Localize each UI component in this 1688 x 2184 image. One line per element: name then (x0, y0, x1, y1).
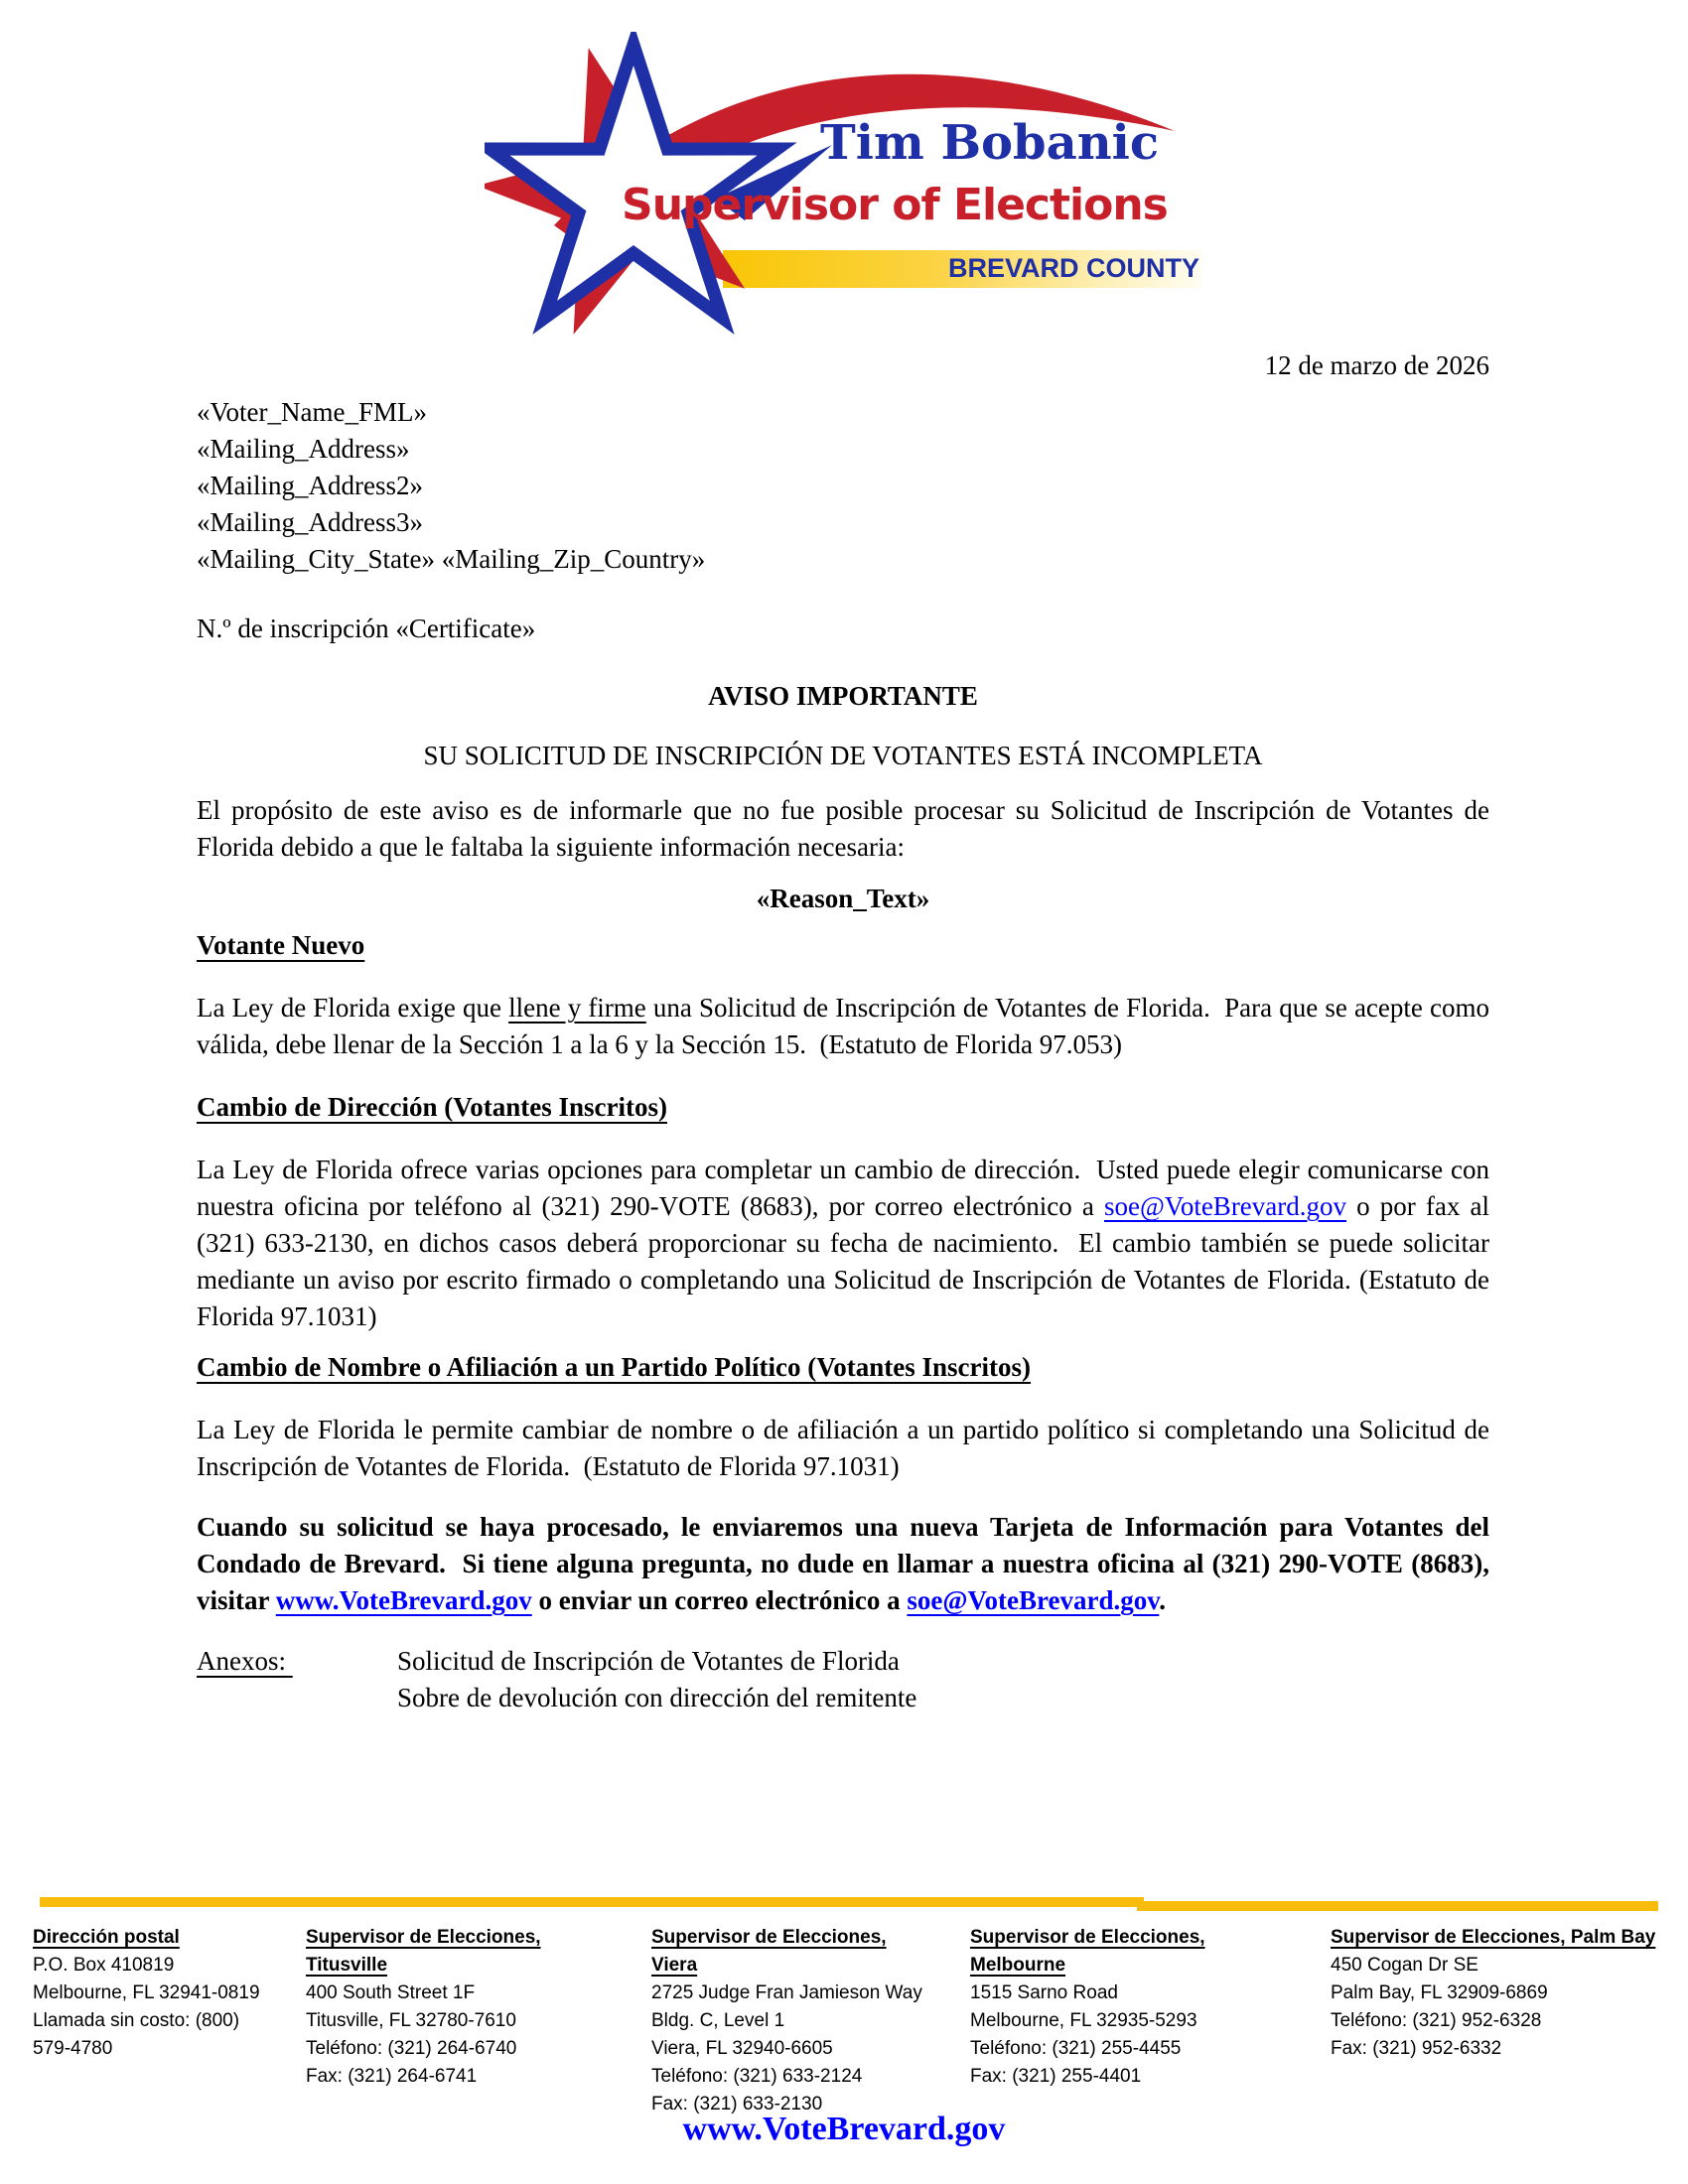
new-voter-text-before: La Ley de Florida exige que (197, 993, 509, 1023)
notice-title: AVISO IMPORTANTE (708, 681, 978, 711)
attachment-item: Sobre de devolución con dirección del remitente (397, 1683, 917, 1712)
footer-line: Fax: (321) 264-6741 (306, 2066, 478, 2087)
email-link[interactable]: soe@VoteBrevard.gov (1103, 1191, 1347, 1221)
website-link[interactable]: www.VoteBrevard.gov (275, 1585, 532, 1615)
certificate-number-line: N.º de inscripción «Certificate» (197, 614, 536, 643)
new-voter-underlined-phrase: llene y firme (508, 993, 646, 1023)
notice-subtitle: SU SOLICITUD DE INSCRIPCIÓN DE VOTANTES ESTÁ INCOMPLETA (423, 741, 1263, 770)
footer-line: Fax: (321) 255-4401 (970, 2066, 1142, 2087)
footer-column-heading: Titusville (306, 1955, 388, 1976)
address-change-text-before: La Ley de Florida ofrece varias opciones para completar un cambio de dirección. Usted puede elegir comunicarse con nuestra oficina por teléfono al (321) 290-VOTE (8683), por correo electrónico a (197, 1155, 1496, 1221)
closing-paragraph (197, 1509, 1496, 1619)
letter-body (197, 347, 1496, 1716)
footer-line: Melbourne, FL 32935-5293 (970, 2010, 1197, 2031)
footer-line: Fax: (321) 952-6332 (1331, 2038, 1502, 2059)
footer-line: 579-4780 (33, 2038, 113, 2059)
section-heading-new-voter: Votante Nuevo (197, 930, 365, 960)
attachment-item: Solicitud de Inscripción de Votantes de Florida (397, 1646, 900, 1676)
logo-name-text: Tim Bobanic (820, 115, 1160, 171)
closing-text-middle: o enviar un correo electrónico a (531, 1585, 908, 1615)
footer-column-heading: Supervisor de Elecciones, (970, 1927, 1205, 1948)
closing-text-after: . (1159, 1585, 1167, 1615)
recipient-line: «Mailing_Address3» (197, 507, 423, 537)
footer-line: 2725 Judge Fran Jamieson Way (651, 1982, 922, 2003)
logo-county-text: BREVARD COUNTY (947, 253, 1199, 283)
footer-line: Teléfono: (321) 255-4455 (970, 2038, 1182, 2059)
footer-column-heading: Supervisor de Elecciones, Palm Bay (1331, 1927, 1656, 1948)
footer-column-heading: Supervisor de Elecciones, (306, 1927, 541, 1948)
attachments-label: Anexos: (197, 1646, 293, 1676)
footer-website-link[interactable]: www.VoteBrevard.gov (682, 2111, 1006, 2147)
address-change-paragraph (197, 1152, 1496, 1335)
recipient-line: «Voter_Name_FML» (197, 397, 427, 427)
footer-line: Llamada sin costo: (800) (33, 2010, 240, 2031)
footer-column-viera (651, 1924, 922, 2118)
footer-column-heading: Viera (651, 1955, 698, 1976)
footer-column-titusville (306, 1924, 541, 2091)
attachments-row (197, 1643, 1489, 1716)
recipient-line: «Mailing_Address» (197, 434, 410, 464)
logo-title-text: Supervisor of Elections (622, 180, 1168, 230)
footer-column-heading: Melbourne (970, 1955, 1066, 1976)
reason-placeholder: «Reason_Text» (756, 884, 930, 913)
section-heading-name-change: Cambio de Nombre o Afiliación a un Partido Político (Votantes Inscritos) (197, 1352, 1031, 1382)
footer-column-heading: Dirección postal (33, 1927, 180, 1948)
new-voter-paragraph (197, 990, 1496, 1063)
footer-line: Melbourne, FL 32941-0819 (33, 1982, 260, 2003)
footer-line: Teléfono: (321) 264-6740 (306, 2038, 517, 2059)
footer-line: 400 South Street 1F (306, 1982, 476, 2003)
footer-yellow-bar (40, 1897, 1144, 1907)
footer-line: 450 Cogan Dr SE (1331, 1955, 1478, 1976)
section-heading-address-change: Cambio de Dirección (Votantes Inscritos) (197, 1092, 667, 1122)
attachments-list (397, 1643, 916, 1716)
new-voter-text-after: una Solicitud de Inscripción de Votantes de Florida. Para que se acepte como válida, debe llenar de la Sección 1 a la 6 y la Sección 15. (Estatuto de Florida 97.053) (197, 993, 1496, 1059)
footer-line: P.O. Box 410819 (33, 1955, 175, 1976)
footer-line: Teléfono: (321) 633-2124 (651, 2066, 863, 2087)
footer-column-melbourne (970, 1924, 1205, 2091)
name-change-paragraph: La Ley de Florida le permite cambiar de nombre o de afiliación a un partido político si completando una Solicitud de Inscripción de Votantes de Florida. (Estatuto de Florida 97.1031) (197, 1415, 1496, 1481)
recipient-address-block (197, 394, 1489, 578)
footer-yellow-bar (1137, 1901, 1658, 1911)
brevard-elections-logo (485, 32, 1201, 344)
footer-line: Viera, FL 32940-6605 (651, 2038, 833, 2059)
footer-line: Fax: (321) 633-2130 (651, 2094, 823, 2115)
letter-date: 12 de marzo de 2026 (1264, 350, 1489, 380)
attachments-label-cell (197, 1643, 397, 1680)
recipient-line: «Mailing_City_State» «Mailing_Zip_Country» (197, 544, 706, 574)
recipient-line: «Mailing_Address2» (197, 471, 423, 500)
closing-text-before: Cuando su solicitud se haya procesado, le enviaremos una nueva Tarjeta de Información para Votantes del Condado de Brevard. Si tiene alguna pregunta, no dude en llamar a nuestra oficina al (321) 290-VOTE (8683), visitar (197, 1512, 1496, 1615)
address-change-text-after: o por fax al (321) 633-2130, en dichos casos deberá proporcionar su fecha de nacimiento. El cambio también se puede solicitar mediante un aviso por escrito firmado o completando una Solicitud de Inscripción de Votantes de Florida. (Estatuto de Florida 97.1031) (197, 1191, 1496, 1331)
footer-column-mailing (33, 1924, 260, 2063)
footer-line: Bldg. C, Level 1 (651, 2010, 785, 2031)
footer-column-heading: Supervisor de Elecciones, (651, 1927, 887, 1948)
intro-paragraph: El propósito de este aviso es de informarle que no fue posible procesar su Solicitud de Inscripción de Votantes de Florida debido a que le faltaba la siguiente información necesaria: (197, 795, 1496, 862)
footer-line: Titusville, FL 32780-7610 (306, 2010, 516, 2031)
email-link[interactable]: soe@VoteBrevard.gov (907, 1585, 1160, 1615)
footer-line: Teléfono: (321) 952-6328 (1331, 2010, 1542, 2031)
footer-office-columns (0, 1924, 1688, 2122)
footer-column-palm-bay (1331, 1924, 1655, 2063)
footer-line: 1515 Sarno Road (970, 1982, 1118, 2003)
footer-line: Palm Bay, FL 32909-6869 (1331, 1982, 1548, 2003)
